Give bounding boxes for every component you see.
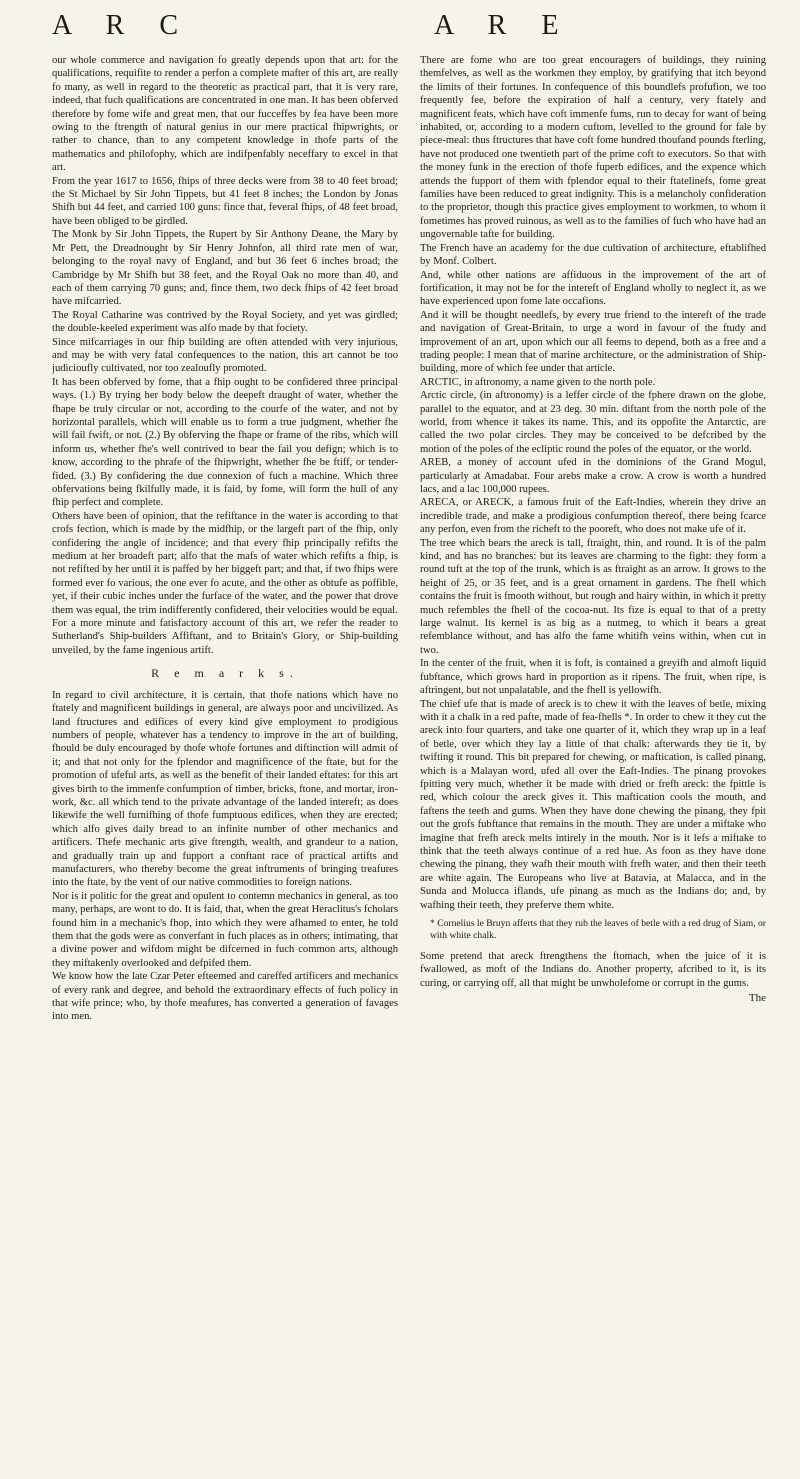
- paragraph: For a more minute and fatisfactory account of this art, we refer the reader to Sutherland's Ship-builders Affiftant, and to Britain's Glory, or Ship-building unveiled, by the fame ingenious artift.: [52, 618, 398, 656]
- right-column: [420, 54, 766, 1463]
- paragraph: The Monk by Sir John Tippets, the Rupert by Sir Anthony Deane, the Mary by Mr Pett, the Dreadnought by Sir Henry Johnfon, all third rate men of war, belonging to the royal navy of England, and but 36 feet 6 inches broad; the Cambridge by Mr Shifh but 38 feet, and the Royal Oak no more than 40, and each of them carrying 70 guns; and, fince them, two deck fhips of 42 feet broad have mifcarried.: [52, 229, 398, 308]
- paragraph: We know how the late Czar Peter efteemed and careffed artificers and mechanics of every rank and degree, and behold the extraordinary effects of fuch policy in that wife prince; who, by thofe meafures, has converted a generation of favages into men.: [52, 971, 398, 1023]
- running-head-left: A R C: [52, 10, 193, 41]
- paragraph: It has been obferved by fome, that a fhip ought to be confidered three principal ways. (1.) By trying her body below the deepeft draught of water, whether the fhape be truly circular or not, according to the courfe of the water, and not by horizontal parallels, which will enable us to form a true judgment, whether fhe will fail fwift, or not. (2.) By obferving the fhape or frame of the ribs, which will inform us, whether fhe's well contrived to bear the fail you defign; which is to know, according to the phrafe of the fhipwright, whether fhe be ftiff, or tender-fided. (3.) By confidering the due connexion of fuch a machine. Which three obfervations being fkilfully made, it is faid, by fome, will form the hull of any fhip perfect and complete.: [52, 376, 398, 509]
- paragraph: The French have an academy for the due cultivation of architecture, eftablifhed by Monf. Colbert.: [420, 242, 766, 268]
- entry-areb: AREB, a money of account ufed in the dominions of the Grand Mogul, particularly at Amadabat. Four arebs make a crow. A crow is worth a hundred lacs, and a lac 100,000 rupees.: [420, 457, 766, 495]
- paragraph: In the center of the fruit, when it is foft, is contained a greyifh and almoft liquid fubftance, which grows hard in proportion as it ripens. The fruit, when ripe, is aftringent, but not unpalatable, and the fhell is yellowifh.: [420, 658, 766, 697]
- paragraph: Since mifcarriages in our fhip building are often attended with very injurious, and may be with very fatal confequences to the nation, this art cannot be too judicioufly cultivated, nor too zealoufly promoted.: [52, 336, 398, 375]
- running-head-right: A R E: [434, 10, 573, 41]
- paragraph: The chief ufe that is made of areck is to chew it with the leaves of betle, mixing with it a chalk in a red pafte, made of fea-fhells *. In order to chew it they cut the areck into four quarters, and take one quarter of it, which they wrap up in a leaf of betle, over which they lay a little of that chalk: afterwards they tie it, by twifting it round. This bit prepared for chewing, or maftication, is called pinang, which is a Malayan word, ufed all over the Eaft-Indies. The pinang provokes fpitting very much, whether it be made with dried or frefh areck: the fpittle is red, which colour the areck gives it. This maftication cools the mouth, and faftens the teeth and gums. When they have done chewing the pinang, they fpit out the grofs fubftance that remains in the mouth. They are under a miftake who imagine that frefh areck melts intirely in the mouth. Nor is it lefs a miftake to think that the teeth always continue of a red hue. As foon as they have done chewing the pinang, they wafh their mouth with frefh water, and then their teeth are white again. The Europeans who live at Batavia, at Malacca, and in the Sunda and Molucca iflands, ufe pinang as much as the Indians do; and, by wafhing their teeth, they preferve them white.: [420, 698, 766, 911]
- paragraph: Others have been of opinion, that the refiftance in the water is according to that crofs fection, which is made by the midfhip, or the largeft part of the fhip, only confidering the angle of incidence; and that every fhip principally refifts the medium at her broadeft part; alfo that the mafs of water which refifts a fhip, is not refifted by her until it is paffed by her biggeft part; and that, if two fhips were formed ever fo various, the one ever fo acute, and the other as obtufe as poffible, yet, if their cubic inches under the furface of the water, and the power that drove them was equal, the trim indifferently confidered, their velocities would be equal.: [52, 510, 398, 616]
- paragraph: Nor is it politic for the great and opulent to contemn mechanics in general, as too many, perhaps, are wont to do. It is faid, that, when the great Heraclitus's fcholars found him in a mechanic's fhop, into which they were afhamed to enter, he told them that the gods were as converfant in fuch places as in others; intimating, that a divine power and wifdom might be difcerned in fuch common arts, although they miftakenly overlooked and defpifed them.: [52, 890, 398, 969]
- entry-arctic: ARCTIC, in aftronomy, a name given to the north pole.: [420, 376, 656, 388]
- entry-areca: ARECA, or ARECK, a famous fruit of the Eaft-Indies, wherein they drive an incredible trade, and make a prodigious confumption thereof, there being fcarce any perfon, even from the richeft to the pooreft, who does not make ufe of it.: [420, 497, 766, 536]
- catchword: The: [748, 992, 766, 1005]
- remarks-heading: R e m a r k s.: [151, 666, 299, 681]
- running-header: [52, 10, 766, 48]
- paragraph: In regard to civil architecture, it is certain, that thofe nations which have no ftately and magnificent buildings in general, are always poor and uncivilized. As land ftructures and edifices of every kind give employment to prodigious numbers of people, whatever has a tendency to improve in the art of building, fhould be duly encouraged by thofe whofe fortunes and diftinction will admit of it; and that not only for the fplendor and magnificence of the ftate, but for the promotion of ufeful arts, as well as the benefit of their landed eftates: for this art gives birth to the immenfe confumption of timber, bricks, ftone, and mortar, iron-work, &c. all which tend to the private advantage of the landed intereft; as does likewife the well furnifhing of thofe fumptuous edifices, when they are erected; which alfo gives daily bread to an infinite number of other mechanics and artificers. Thefe mechanic arts give ftrength, wealth, and grandeur to a nation, and gradually train up and fupport a conftant race of practical artifts and manufacturers, who thereby become the great inftruments of bringing treafures into the ftate, by the vent of our native commodities to foreign nations.: [52, 689, 398, 889]
- entry-arctic-circle: Arctic circle, (in aftronomy) is a leffer circle of the fphere drawn on the globe, parallel to the equator, and at 23 deg. 30 min. diftant from the north pole of the world, from whence it takes its name. This, and its oppofite the Antarctic, are called the two polar circles. They may be conceived to be defcribed by the motion of the poles of the ecliptic round the poles of the equator, or the world.: [420, 390, 766, 455]
- paragraph: And it will be thought needlefs, by every true friend to the intereft of the trade and navigation of Great-Britain, to urge a word in favour of the ftudy and improvement of an art, upon which our all feems to depend, both as a free and a trading people: I mean that of marine architecture, or the administration of Ship-building, more of which fee under that article.: [420, 309, 766, 375]
- paragraph: The Royal Catharine was contrived by the Royal Society, and yet was girdled; the double-keeled experiment was alfo made by that fociety.: [52, 309, 398, 335]
- footnote: * Cornelius le Bruyn afferts that they rub the leaves of betle with a red drug of Siam, or with white chalk.: [430, 918, 766, 941]
- paragraph: our whole commerce and navigation fo greatly depends upon that art: for the qualifications, requifite to render a perfon a complete mafter of this art, are really fo many, as well in regard to the theoretic as practical part, that it is very rare, indeed, that fuch qualifications are concentrated in one man. It has been obferved therefore by fome wife and great men, that our fucceffes by fea have been more owing to the ftrength of natural genius in our mere practical fhipwrights, or rather to chance, than to any competent knowledge in thofe parts of the mathematics and philofophy, which are indifpenfably neceffary to excel in that art.: [52, 55, 398, 174]
- paragraph: The tree which bears the areck is tall, ftraight, thin, and round. It is of the palm kind, and has no branches: but its leaves are charming to the fight: they form a round tuft at the top of the trunk, which is as ftraight as an arrow. It grows to the height of 25, or 35 feet, and is a great ornament in gardens. The fhell which contains the fruit is fmooth without, but rough and hairy within, in which it pretty much refembles the fhell of the cocoa-nut. Its fize is equal to that of a pretty large walnut. Its kernel is as big as a nutmeg, to which it bears a great refemblance without, and has alfo the fame whitifh veins within, when cut in two.: [420, 537, 766, 656]
- paragraph: From the year 1617 to 1656, fhips of three decks were from 38 to 40 feet broad; the St Michael by Sir John Tippets, but 41 feet 8 inches; the London by Jonas Shifh but 44 feet, and carried 100 guns: fince that, feveral fhips, of 48 feet broad, have been obliged to be girdled.: [52, 175, 398, 227]
- paragraph: And, while other nations are affiduous in the improvement of the art of fortification, it may not be for the intereft of England wholly to neglect it, as we have experienced upon fome late occafions.: [420, 269, 766, 308]
- two-column-body: [52, 54, 766, 1463]
- paragraph: Some pretend that areck ftrengthens the ftomach, when the juice of it is fwallowed, as moft of the Indians do. Another property, afcribed to it, is its curing, or carrying off, all that might be unwholefome or corrupt in the gums.: [420, 951, 766, 989]
- paragraph: There are fome who are too great encouragers of buildings, they ruining themfelves, as well as the workmen they employ, by gratifying that itch beyond the limits of their fortunes. In confequence of this boundlefs profufion, we too frequently fee, before the expiration of half a century, very ftately and magnificent feats, which have coft immenfe fums, run to decay for want of being inhabited, or, according to a modern cuftom, levelled to the ground for fale by piece-meal: thus ftructures that have coft fome hundred thoufand pounds fterling, have not produced one twentieth part of the prime coft to executors. So that with the money funk in the erection of thofe fuperb edifices, and the expence which attends the fupport of them with fplendor equal to their ftatelinefs, fome great families have been reduced to great indignity. This is a melancholy confideration to the proprietor, though this practice gives employment to workmen, to whom it fometimes has proved ruinous, as well as to the families of fuch who have had an ungovernable tafte for building.: [420, 55, 766, 241]
- left-column: [52, 54, 398, 1463]
